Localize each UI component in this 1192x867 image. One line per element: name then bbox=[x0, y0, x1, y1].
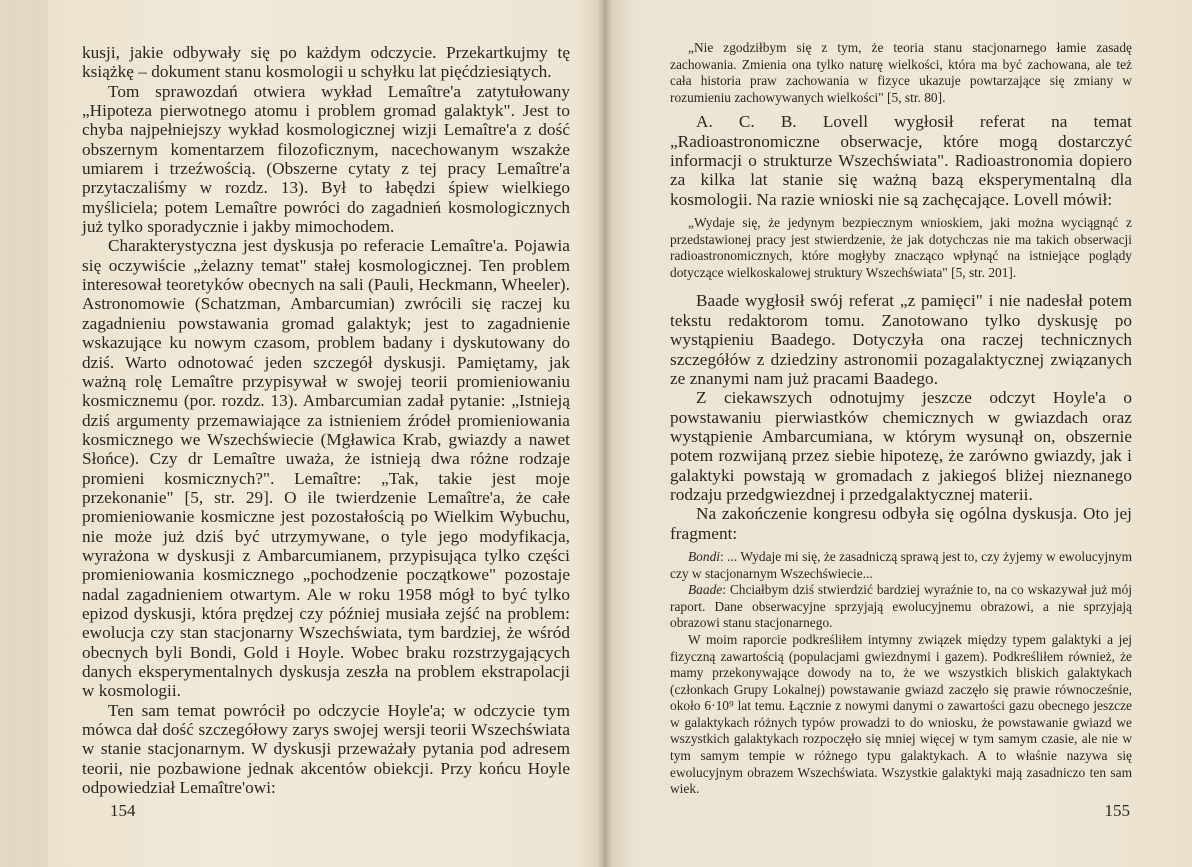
paragraph: A. C. B. Lovell wygłosił referat na temat „Radioastronomiczne obserwacje, które mogą dostarczyć informacji o strukturze Wszechświata". Radioastronomia dopiero za kilka lat stanie się ważną bazą eksperymentalną dla kosmologii. Na razie wnioski nie są zachęcające. Lovell mówił: bbox=[670, 112, 1132, 209]
dialogue-text: : ... Wydaje mi się, że zasadniczą sprawą jest to, czy żyjemy w ewolucyjnym czy w stacjonarnym Wszechświecie... bbox=[670, 548, 1132, 581]
page-number: 155 bbox=[1104, 801, 1130, 820]
left-page bbox=[48, 0, 604, 867]
paragraph: Na zakończenie kongresu odbyła się ogólna dyskusja. Oto jej fragment: bbox=[670, 504, 1132, 543]
dialogue-baade bbox=[670, 582, 1132, 632]
right-text-column bbox=[670, 40, 1132, 798]
paragraph: Ten sam temat powrócił po odczycie Hoyle'a; w odczycie tym mówca dał dość szczegółowy zarys swojej wersji teorii Wszechświata w stanie stacjonarnym. W dyskusji przeważały pytania pod adresem teorii, nie pozbawione jednak akcentów obiekcji. Przy końcu Hoyle odpowiedział Lemaître'owi: bbox=[82, 700, 570, 798]
paragraph: Charakterystyczna jest dyskusja po referacie Lemaître'a. Pojawia się oczywiście „żelazny temat" stałej kosmologicznej. Ten problem interesował teoretyków obecnych na sali (Pauli, Heckmann, Wheeler). Astronomowie (Schatzman, Ambarcumian) zwrócili się raczej ku zagadnieniu powstawania gromad galaktyk; jest to zagadnienie wskazujące ku nowym czasom, problem badany i dyskutowany do dziś. Warto odnotować jeden szczegół dyskusji. Pamiętamy, jak ważną rolę Lemaître przypisywał w swojej teorii promieniowaniu kosmicznemu (por. rozdz. 13). Ambarcumian zadał pytanie: „Istnieją dziś argumenty przemawiające za istnieniem źródeł promieniowania kosmicznego we Wszechświecie (Mgławica Krab, gwiazdy a nawet Słońce). Czy dr Lemaître uważa, że istnieją dwa różne rodzaje promieni kosmicznych?". Lemaître: „Tak, takie jest moje przekonanie" [5, str. 29]. O ile twierdzenie Lemaître'a, że całe promieniowanie kosmiczne jest pozostałością po Wielkim Wybuchu, nie może już dziś być utrzymywane, o tyle jego modyfikacja, wyrażona w dyskusji z Ambarcumianem, przypisująca tylko części promieniowania kosmicznego „pochodzenie początkowe" pozostaje nadal zagadnieniem otwartym. Ale w roku 1958 mógł to być tylko epizod dyskusji, która prędzej czy później musiała zejść na problem: ewolucja czy stan stacjonarny Wszechświata, tym bardziej, że wśród obecnych byli Bondi, Gold i Hoyle. Wobec braku rozstrzygających danych eksperymentalnych dyskusja zeszła na problem ekstrapolacji w kosmologii. bbox=[82, 236, 570, 701]
left-text-column bbox=[82, 43, 570, 797]
gutter-shadow bbox=[598, 0, 612, 867]
page-number: 154 bbox=[110, 801, 136, 820]
dialogue-continuation: W moim raporcie podkreśliłem intymny związek między typem galaktyki a jej fizyczną zawartością (populacjami gwiezdnymi i gazem). Podkreśliłem również, że mamy przekonywające dowody na to, że we wszystkich bliskich galaktykach (członkach Grupy Lokalnej) powstawanie gwiazd zaczęło się prawie równocześnie, około 6·10⁹ lat temu. Łącznie z nowymi danymi o zawartości gazu obecnego jeszcze w galaktykach różnych typów prowadzi to do wniosku, że powstawanie gwiazd we wszystkich galaktykach rozpoczęło się mniej więcej w tym samym czasie, ale nie w tym samym tempie w różnego typu galaktykach. A to właśnie nazywa się ewolucyjnym obrazem Wszechświata. Wszystkie galaktyki mają zasadniczo ten sam wiek. bbox=[670, 631, 1132, 797]
paragraph: Z ciekawszych odnotujmy jeszcze odczyt Hoyle'a o powstawaniu pierwiastków chemicznych w gwiazdach oraz wystąpienie Ambarcumiana, w którym wysunął on, obszernie potem rozwijaną przez siebie hipotezę, że zarówno gwiazdy, jak i galaktyki powstają w gromadach z jakiegoś bliżej nieznanego rodzaju przedgwiezdnej i przedgalaktycznej materii. bbox=[670, 388, 1132, 504]
dialogue-text: : Chciałbym dziś stwierdzić bardziej wyraźnie to, na co wskazywał już mój raport. Dane obserwacyjne sprzyjają ewolucyjnemu obrazowi, a nie sprzyjają obrazowi stanu stacjonarnego. bbox=[670, 582, 1132, 631]
paragraph: kusji, jakie odbywały się po każdym odczycie. Przekartkujmy tę książkę – dokument stanu kosmologii u schyłku lat pięćdziesiątych. bbox=[82, 43, 570, 82]
paragraph: Baade wygłosił swój referat „z pamięci" i nie nadesłał potem tekstu redaktorom tomu. Zanotowano tylko dyskusję po wystąpieniu Baadego. Dotyczyła ona raczej technicznych szczegółów z dziedziny astronomii pozagalaktycznej związanych ze znanymi nam już pracami Baadego. bbox=[670, 291, 1132, 388]
page-edges bbox=[0, 0, 48, 867]
right-page bbox=[604, 0, 1192, 867]
speaker-name: Bondi bbox=[688, 548, 720, 564]
dialogue-bondi bbox=[670, 549, 1132, 582]
block-quote: „Nie zgodziłbym się z tym, że teoria stanu stacjonarnego łamie zasadę zachowania. Zmienia ona tylko naturę wielkości, która ma być zachowana, ale też cała historia praw zachowania w fizyce ukazuje powtarzające się zmiany w rozumieniu zachowywanych wielkości" [5, str. 80]. bbox=[670, 40, 1132, 105]
block-quote: „Wydaje się, że jedynym bezpiecznym wnioskiem, jaki można wyciągnąć z przedstawionej pracy jest stwierdzenie, że jak dotychczas nie ma takich obserwacji radioastronomicznych, które mogłyby znacząco wpłynąć na istniejące poglądy dotyczące wielkoskalowej struktury Wszechświata" [5, str. 201]. bbox=[670, 215, 1132, 280]
paragraph: Tom sprawozdań otwiera wykład Lemaître'a zatytułowany „Hipoteza pierwotnego atomu i problem gromad galaktyk". Jest to chyba najpełniejszy wykład kosmologicznej wizji Lemaître'a z dość obszernym komentarzem filozoficznym, nacechowanym wszakże umiarem i trzeźwością. (Obszerne cytaty z tej pracy Lemaître'a przytaczaliśmy w rozdz. 13). Był to łabędzi śpiew wielkiego myśliciela; potem Lemaître powróci do zagadnień kosmologicznych już tylko sporadycznie i jakby mimochodem. bbox=[82, 81, 570, 237]
speaker-name: Baade bbox=[688, 582, 723, 598]
